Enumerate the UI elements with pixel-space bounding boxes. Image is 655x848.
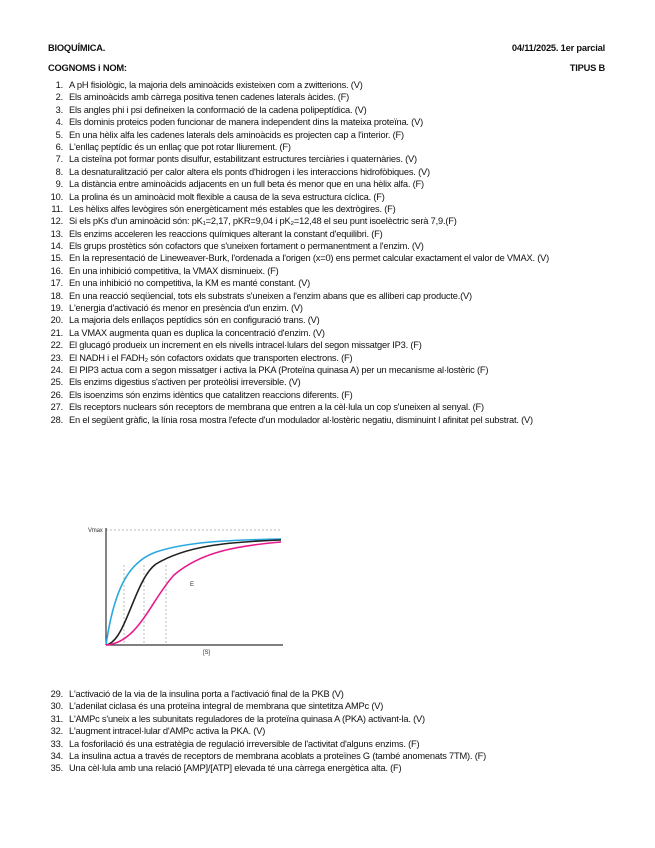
question-text: Els angles phi i psi defineixen la conformació de la cadena polipeptídica. (V): [69, 104, 367, 115]
question-item: [45, 290, 625, 302]
question-number: 6.: [55, 141, 63, 152]
question-item: [45, 240, 625, 252]
question-text: En una hèlix alfa les cadenes laterals dels aminoàcids es projecten cap a l'interior. (F): [69, 129, 404, 140]
question-number: 23.: [50, 352, 63, 363]
question-number: 14.: [50, 241, 63, 252]
question-item: [45, 166, 625, 178]
question-item: [45, 79, 625, 91]
question-number: 25.: [50, 377, 63, 388]
question-text: El glucagó produeix un increment en els nivells intracel·lulars del segon missatger IP3. (F): [69, 340, 422, 351]
name-field-label: COGNOMS i NOM:: [48, 63, 127, 73]
question-item: [45, 389, 625, 401]
question-item: [45, 153, 625, 165]
question-number: 2.: [55, 92, 63, 103]
question-number: 7.: [55, 154, 63, 165]
curve-label: E: [190, 582, 194, 588]
question-number: 28.: [50, 414, 63, 425]
question-text: En una inhibició no competitiva, la KM es manté constant. (V): [69, 278, 311, 289]
question-number: 34.: [50, 750, 63, 761]
question-number: 35.: [50, 763, 63, 774]
question-text: Els isoenzims són enzims idèntics que catalitzen reaccions diferents. (F): [69, 389, 353, 400]
question-text: Una cèl·lula amb una relació [AMP]/[ATP] elevada té una càrrega energètica alta. (F): [69, 763, 402, 774]
question-number: 8.: [55, 166, 63, 177]
question-number: 29.: [50, 689, 63, 699]
question-text: En una inhibició competitiva, la VMAX disminueix. (F): [69, 265, 279, 276]
question-number: 4.: [55, 117, 63, 128]
question-text: L'augment intracel·lular d'AMPc activa la PKA. (V): [69, 726, 266, 737]
question-text: La prolina és un aminoàcid molt flexible a causa de la seva estructura cíclica. (F): [69, 191, 385, 202]
question-list-part1: [45, 79, 625, 426]
question-text: L'energia d'activació és menor en presència d'un enzim. (V): [69, 303, 303, 314]
question-text: Si els pKs d'un aminoàcid són: pK₁=2,17, pKR=9,04 i pK₂=12,48 el seu punt isoelèctric serà 7,9.(F): [69, 216, 457, 227]
question-number: 10.: [50, 191, 63, 202]
question-text: La insulina actua a través de receptors de membrana acoblats a proteïnes G (també anomenats 7TM). (F): [69, 750, 486, 761]
question-item: [45, 252, 625, 264]
question-item: [45, 401, 625, 413]
question-text: Els grups prostètics són cofactors que s'uneixen fortament o permanentment a l'enzim. (V): [69, 241, 424, 252]
question-number: 13.: [50, 228, 63, 239]
question-item: [45, 414, 625, 426]
question-number: 20.: [50, 315, 63, 326]
question-number: 19.: [50, 303, 63, 314]
question-number: 32.: [50, 726, 63, 737]
question-number: 26.: [50, 389, 63, 400]
question-number: 15.: [50, 253, 63, 264]
question-item: [45, 327, 625, 339]
question-number: 16.: [50, 265, 63, 276]
question-number: 9.: [55, 179, 63, 190]
question-text: L'adenilat ciclasa és una proteïna integral de membrana que sintetitza AMPc (V): [69, 701, 384, 712]
question-text: El NADH i el FADH₂ són cofactors oxidats que transporten electrons. (F): [69, 352, 353, 363]
question-text: La desnaturalització per calor altera els ponts d'hidrogen i les interaccions hidrofòbiques. (V): [69, 166, 430, 177]
question-item: [45, 750, 625, 762]
question-item: [45, 104, 625, 116]
question-number: 24.: [50, 364, 63, 375]
question-text: La distància entre aminoàcids adjacents en un full beta és menor que en una hèlix alfa. (F): [69, 179, 424, 190]
question-number: 12.: [50, 216, 63, 227]
pink-curve: [106, 542, 281, 645]
question-text: L'enllaç peptídic és un enllaç que pot rotar lliurement. (F): [69, 141, 291, 152]
question-item: [45, 228, 625, 240]
question-item: [45, 178, 625, 190]
question-text: La cisteïna pot formar ponts disulfur, estabilitzant estructures terciàries i quaternàries. (V): [69, 154, 417, 165]
question-item: [45, 339, 625, 351]
question-number: 31.: [50, 713, 63, 724]
question-item: [45, 203, 625, 215]
question-text: L'AMPc s'uneix a les subunitats reguladores de la proteïna quinasa A (PKA) activant-la. (V): [69, 713, 425, 724]
question-item: [45, 215, 625, 227]
question-number: 17.: [50, 278, 63, 289]
question-text: Els enzims digestius s'activen per proteòlisi irreversible. (V): [69, 377, 301, 388]
question-item: [45, 116, 625, 128]
question-text: Els enzims acceleren les reaccions químiques alterant la constant d'equilibri. (F): [69, 228, 383, 239]
question-number: 27.: [50, 402, 63, 413]
question-number: 5.: [55, 129, 63, 140]
black-curve: [106, 540, 281, 645]
question-item: [45, 352, 625, 364]
question-text: Els dominis proteics poden funcionar de manera independent dins la mateixa proteïna. (V): [69, 117, 423, 128]
question-text: La fosforilació és una estratègia de regulació irreversible de l'activitat d'alguns enzims. (F): [69, 738, 420, 749]
question-item: [45, 314, 625, 326]
question-item: [45, 762, 625, 774]
question-text: Els aminoàcids amb càrrega positiva tenen cadenes laterals àcides. (F): [69, 92, 350, 103]
question-item: [45, 302, 625, 314]
question-number: 18.: [50, 290, 63, 301]
question-number: 30.: [50, 701, 63, 712]
question-item: [45, 141, 625, 153]
blue-curve: [106, 539, 281, 645]
question-text: La majoria dels enllaços peptídics són en configuració trans. (V): [69, 315, 320, 326]
question-text: Les hèlixs alfes levògires són energèticament més estables que les dextrògires. (F): [69, 203, 396, 214]
question-item: [45, 265, 625, 277]
question-number: 21.: [50, 327, 63, 338]
question-text: Els receptors nuclears són receptors de membrana que entren a la cèl·lula un cop s'uneixen al senyal. (F): [69, 402, 484, 413]
question-item: [45, 725, 625, 737]
exam-date: 04/11/2025. 1er parcial: [511, 43, 605, 53]
question-text: En una reacció seqüencial, tots els substrats s'uneixen a l'enzim abans que es alliberi cap producte.(V): [69, 290, 472, 301]
question-text: A pH fisiològic, la majoria dels aminoàcids existeixen com a zwitterions. (V): [69, 80, 363, 90]
question-item: [45, 91, 625, 103]
vmax-axis-label: Vmax: [88, 528, 103, 534]
question-text: La VMAX augmenta quan es duplica la concentració d'enzim. (V): [69, 327, 325, 338]
kinetics-graph: [86, 520, 286, 660]
question-item: [45, 700, 625, 712]
question-item: [45, 277, 625, 289]
question-number: 22.: [50, 340, 63, 351]
question-text: En la representació de Lineweaver-Burk, l'ordenada a l'origen (x=0) ens permet calcular exactament el valor de VMAX. (V): [69, 253, 550, 264]
question-item: [45, 713, 625, 725]
question-text: L'activació de la via de la insulina porta a l'activació final de la PKB (V): [69, 689, 344, 699]
question-item: [45, 376, 625, 388]
question-number: 1.: [55, 80, 63, 90]
question-list-part2: [45, 688, 625, 775]
question-item: [45, 688, 625, 700]
question-item: [45, 191, 625, 203]
question-number: 33.: [50, 738, 63, 749]
question-number: 3.: [55, 104, 63, 115]
question-text: En el següent gràfic, la línia rosa mostra l'efecte d'un modulador al·lostèric negatiu, disminuint l afinitat pel substrat. (V): [69, 414, 533, 425]
subject-title: BIOQUÍMICA.: [48, 43, 106, 53]
question-item: [45, 129, 625, 141]
question-text: El PIP3 actua com a segon missatger i activa la PKA (Proteïna quinasa A) per un mecanisme al·lostèric (F): [69, 364, 489, 375]
substrate-axis-label: [S]: [203, 650, 210, 656]
question-number: 11.: [51, 203, 63, 214]
exam-type-label: TIPUS B: [569, 63, 605, 73]
question-item: [45, 364, 625, 376]
question-item: [45, 738, 625, 750]
